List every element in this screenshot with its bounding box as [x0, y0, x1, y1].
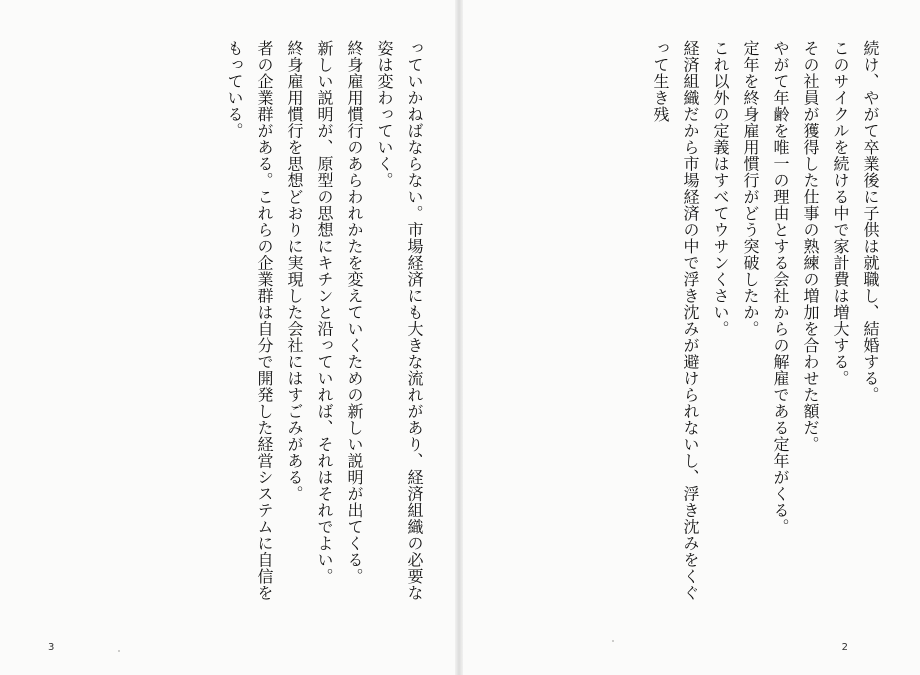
page-number: 3: [48, 642, 55, 653]
book-gutter: [455, 0, 463, 675]
left-page-text: [44, 40, 429, 615]
page-number: 2: [841, 642, 848, 653]
paragraph: 者の企業群がある。これらの企業群は自分で開発した経営システムに自信をもっている。: [225, 40, 274, 601]
paragraph: 終身雇用慣行のあらわれかたを変えていくための新しい説明が出てくる。: [345, 40, 364, 585]
paragraph: 新しい説明が、原型の思想にキチンと沿っていれば、それはそれでよい。: [315, 40, 334, 585]
right-page-text: [475, 40, 885, 615]
right-page: [463, 0, 920, 675]
paragraph: このサイクルを続ける中で家計費は増大する。: [831, 40, 850, 387]
paragraph: 定年を終身雇用慣行がどう突破したか。: [741, 40, 760, 337]
paragraph: っていかねばならない。市場経済にも大きな流れがあり、経済組織の必要な姿は変わっていく。: [375, 40, 424, 601]
paragraph: やがて年齢を唯一の理由とする会社からの解雇である定年がくる。: [771, 40, 790, 535]
paragraph: これ以外の定義はすべてウサンくさい。: [711, 40, 730, 337]
paragraph: 経済組織だから市場経済の中で浮き沈みが避けられないし、浮き沈みをくぐって生き残: [651, 40, 700, 601]
paragraph: その社員が獲得した仕事の熟練の増加を合わせた額だ。: [801, 40, 820, 453]
paragraph: 終身雇用慣行を思想どおりに実現した会社にはすごみがある。: [285, 40, 304, 502]
paragraph: 続け、やがて卒業後に子供は就職し、結婚する。: [861, 40, 880, 403]
left-page: [0, 0, 455, 675]
scan-speck: [612, 640, 614, 642]
scan-speck: [118, 650, 120, 652]
